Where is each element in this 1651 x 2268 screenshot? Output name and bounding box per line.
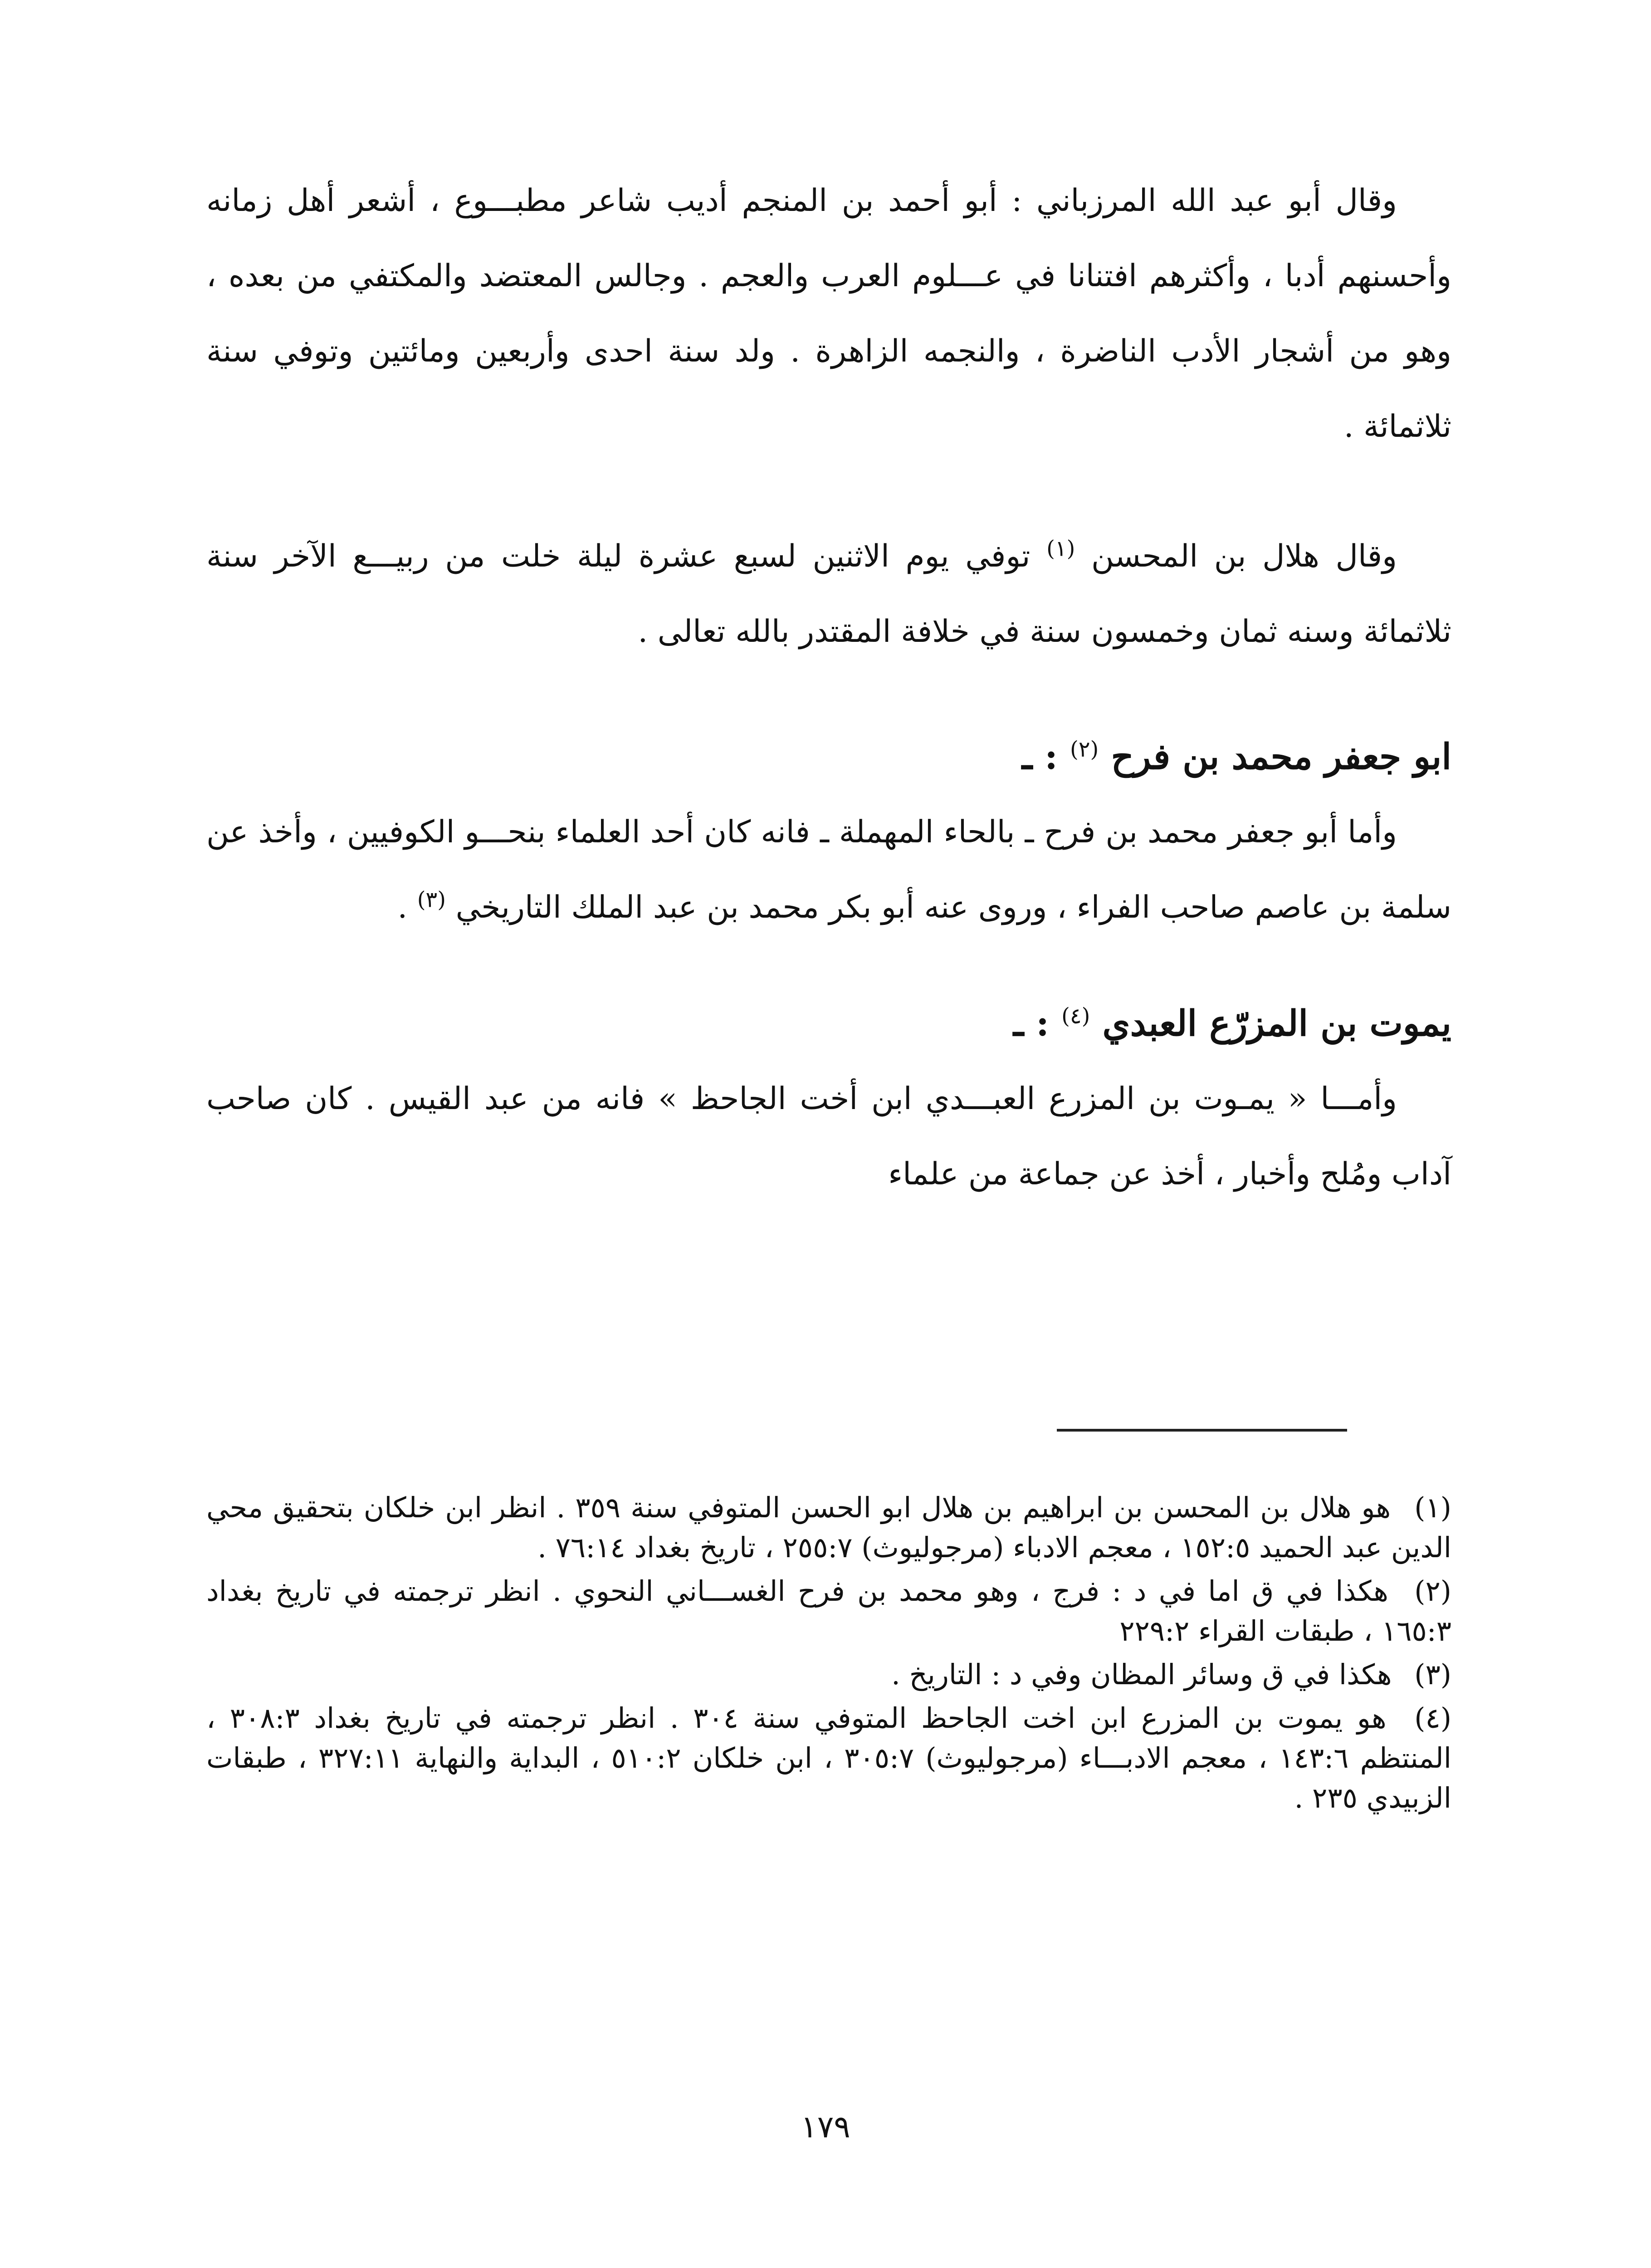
footnote-number: (٣) [1414, 1658, 1451, 1691]
page-number: ١٧٩ [801, 2109, 850, 2145]
paragraph-marzubani [206, 163, 1451, 464]
section-heading [206, 719, 1451, 795]
paragraph-tail: . [397, 890, 408, 925]
footnote [206, 1698, 1451, 1818]
footnote-text: هكذا في ق وسائر المظان وفي د : التاريخ . [891, 1658, 1392, 1691]
footnote [206, 1488, 1451, 1568]
main-text [206, 163, 1451, 1212]
paragraph-yamut [206, 1061, 1451, 1212]
paragraph-text-start: وقال هلال بن المحسن [1091, 538, 1397, 574]
heading-tail: : ـ [1022, 736, 1058, 777]
paragraph-abu-jafar [206, 795, 1451, 945]
footnote-text: هو يموت بن المزرع ابن اخت الجاحظ المتوفي سنة ٣٠٤ . انظر ترجمته في تاريخ بغداد ٣٠٨:٣ ، المنتظم ١٤٣:٦ ، معجم الادبـــاء (مرجوليوث) ٣٠٥:٧ ، ابن خلكان ٥١٠:٢ ، البداية والنهاية ٣٢٧:١١ ، طبقات الزبيدي ٢٣٥ . [206, 1701, 1451, 1814]
paragraph-text: وقال أبو عبد الله المرزباني : أبو أحمد بن المنجم أديب شاعر مطبـــوع ، أشعر أهل زمانه وأحسنهم أدبا ، وأكثرهم افتنانا في عـــلوم العرب والعجم . وجالس المعتضد والمكتفي من بعده ، وهو من أشجار الأدب الناضرة ، والنجمه الزاهرة . ولد سنة احدى وأربعين ومائتين وتوفي سنة ثلاثمائة . [206, 183, 1451, 445]
footnote-number: (٢) [1414, 1574, 1451, 1608]
paragraph-text-end: توفي يوم الاثنين لسبع عشرة ليلة خلت من ربيـــع الآخر سنة ثلاثمائة وسنه ثمان وخمسون سنة في خلافة المقتدر بالله تعالى . [206, 538, 1451, 650]
footnote-text: هكذا في ق اما في د : فرج ، وهو محمد بن فرح الغســـاني النحوي . انظر ترجمته في تاريخ بغداد ١٦٥:٣ ، طبقات القراء ٢٢٩:٢ [206, 1574, 1451, 1647]
heading-title: يموت بن المزرّع العبدي [1102, 1003, 1451, 1044]
footnote [206, 1655, 1451, 1695]
footnote-ref: (٤) [1061, 1003, 1090, 1029]
footnote-ref: (٣) [417, 887, 446, 913]
footnote [206, 1571, 1451, 1651]
heading-title: ابو جعفر محمد بن فرح [1111, 736, 1451, 777]
footnote-ref: (٢) [1070, 737, 1099, 762]
footnotes [206, 1488, 1451, 1822]
footnote-ref: (١) [1046, 536, 1075, 562]
footnote-number: (٤) [1414, 1701, 1452, 1735]
footnote-text: هو هلال بن المحسن بن ابراهيم بن هلال ابو الحسن المتوفي سنة ٣٥٩ . انظر ابن خلكان بتحقيق محي الدين عبد الحميد ١٥٢:٥ ، معجم الادباء (مرجوليوث) ٢٥٥:٧ ، تاريخ بغداد ٧٦:١٤ . [206, 1491, 1451, 1564]
heading-tail: : ـ [1013, 1003, 1049, 1044]
footnote-separator [1057, 1429, 1347, 1432]
paragraph-text: وأمـــا « يمـوت بن المزرع العبـــدي ابن أخت الجاحظ » فانه من عبد القيس . كان صاحب آداب ومُلح وأخبار ، أخذ عن جماعة من علماء [206, 1081, 1451, 1192]
paragraph-hilal [206, 519, 1451, 670]
paragraph-text: وأما أبو جعفر محمد بن فرح ـ بالحاء المهملة ـ فانه كان أحد العلماء بنحـــو الكوفيين ، وأخذ عن سلمة بن عاصم صاحب الفراء ، وروى عنه أبو بكر محمد بن عبد الملك التاريخي [206, 814, 1451, 925]
footnote-number: (١) [1414, 1491, 1451, 1524]
section-heading [206, 986, 1451, 1061]
